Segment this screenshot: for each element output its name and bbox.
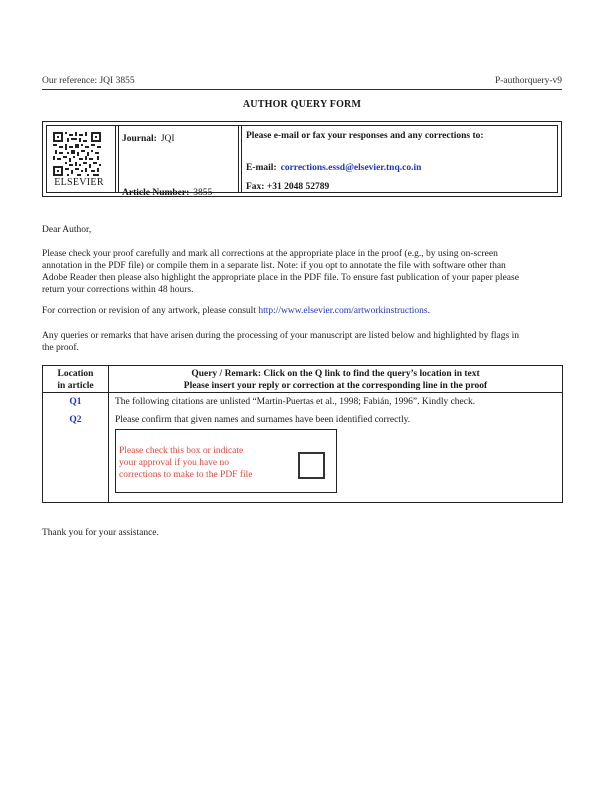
- query-text-q1: The following citations are unlisted “Martin-Puertas et al., 1998; Fabián, 1996”. Kindly check.: [115, 397, 476, 407]
- form-id: P-authorquery-v9: [494, 76, 562, 86]
- elsevier-logo: [51, 130, 107, 192]
- fax-number: Fax: +31 2048 52789: [246, 182, 330, 192]
- email-field: [246, 157, 421, 175]
- approval-line: Please check this box or indicate: [119, 446, 244, 456]
- reference-text: Our reference: JQI 3855: [42, 76, 135, 86]
- paragraph-line: Any queries or remarks that have arisen during the processing of your manuscript are listed below and highlighted by flags in: [42, 331, 519, 341]
- paragraph-line: return your corrections within 48 hours.: [42, 285, 194, 295]
- query-link-q1[interactable]: Q1: [69, 397, 82, 407]
- artwork-text-end: .: [427, 306, 431, 316]
- form-title: AUTHOR QUERY FORM: [242, 99, 362, 110]
- artwork-text: For correction or revision of any artwork, please consult: [42, 306, 259, 316]
- info-box-divider: [118, 125, 119, 193]
- header-divider: [42, 89, 562, 90]
- paragraph-line: Please check your proof carefully and mark all corrections at the appropriate place in the proof (e.g., by using on-screen: [42, 249, 498, 259]
- header-line: Location: [57, 369, 94, 379]
- info-box: [42, 121, 562, 197]
- paragraph-line: Adobe Reader then please also highlight the appropriate place in the PDF file. To ensure fast publication of your paper please: [42, 273, 519, 283]
- article-number-label: Article Number:: [122, 188, 190, 198]
- header-line: Query / Remark: Click on the Q link to find the query’s location in text: [191, 369, 480, 379]
- artwork-paragraph: [42, 305, 563, 317]
- query-table: [42, 365, 563, 503]
- qr-code-icon: [53, 132, 101, 176]
- query-text-q2: Please confirm that given names and surnames have been identified correctly.: [115, 415, 411, 425]
- article-number-value: 3855: [193, 188, 213, 198]
- info-box-divider: [115, 125, 116, 193]
- info-box-divider: [238, 125, 239, 193]
- info-box-divider: [241, 125, 242, 193]
- greeting: Dear Author,: [42, 225, 92, 235]
- paragraph-line: the proof.: [42, 343, 79, 353]
- closing-text: Thank you for your assistance.: [42, 528, 159, 538]
- paragraph-line: annotation in the PDF file) or compile them in a separate list. Note: if you opt to annotate the file with software other than: [42, 261, 506, 271]
- approval-line: your approval if you have no: [119, 458, 230, 468]
- journal-value: JQI: [160, 134, 175, 144]
- email-link[interactable]: corrections.essd@elsevier.tnq.co.in: [280, 163, 422, 173]
- header-line: in article: [57, 381, 94, 391]
- table-divider: [43, 392, 562, 393]
- query-link-q2[interactable]: Q2: [69, 415, 82, 425]
- header-line: Please insert your reply or correction at the corresponding line in the proof: [183, 381, 488, 391]
- location-column-header: [43, 368, 108, 392]
- article-number-field: [122, 182, 212, 200]
- approval-line: corrections to make to the PDF file: [119, 470, 253, 480]
- contact-instruction: Please e-mail or fax your responses and any corrections to:: [246, 131, 484, 141]
- instructions-paragraph: [42, 248, 563, 296]
- approval-box: [115, 429, 337, 493]
- journal-field: [122, 128, 175, 146]
- query-column-header: [109, 368, 562, 392]
- approval-instructions: [119, 445, 279, 481]
- email-label: E-mail:: [246, 163, 277, 173]
- approval-checkbox[interactable]: [298, 452, 325, 479]
- journal-label: Journal:: [122, 134, 157, 144]
- logo-text: ELSEVIER: [54, 177, 104, 188]
- artwork-instructions-link[interactable]: http://www.elsevier.com/artworkinstructions: [258, 306, 428, 316]
- queries-paragraph: [42, 330, 563, 354]
